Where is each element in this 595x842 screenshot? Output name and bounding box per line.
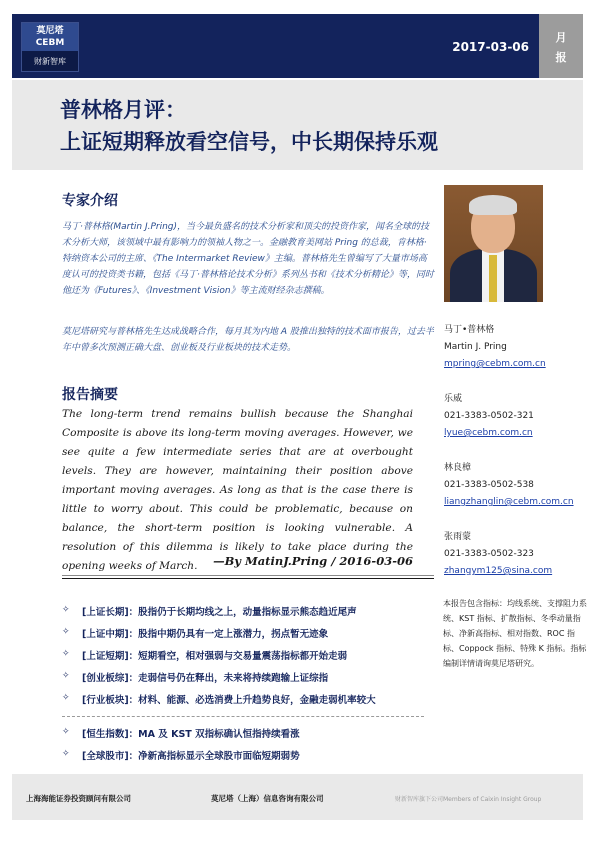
report-header — [12, 14, 583, 78]
contact-phone: 021-3383-0502-538 — [444, 480, 534, 490]
contact-name: 乐威 — [444, 394, 463, 404]
report-title-line-1: 普林格月评： — [60, 98, 186, 122]
footer-company-middle: 莫尼塔（上海）信息咨询有限公司 — [211, 794, 324, 803]
key-point-text: [上证短期]：短期看空，相对强弱与交易量震荡指标都开始走弱 — [82, 651, 348, 662]
key-point-text: [行业板块]：材料、能源、必选消费上升趋势良好，金融走弱机率较大 — [82, 695, 376, 706]
contact-card — [444, 391, 589, 442]
contact-phone: 021-3383-0502-323 — [444, 549, 534, 559]
key-point-text: [恒生指数]：MA 及 KST 双指标确认恒指持续看涨 — [82, 729, 300, 740]
header-band — [12, 14, 539, 78]
summary-heading: 报告摘要 — [62, 387, 118, 403]
logo-wordmark: 莫尼塔 CEBM — [22, 23, 78, 51]
diamond-bullet-icon: ✧ — [62, 649, 70, 659]
key-point-item — [62, 603, 442, 625]
dashed-divider — [62, 716, 424, 717]
contact-card — [444, 460, 589, 511]
key-point-text: [上证长期]：股指仍于长期均线之上，动量指标显示熊态趋近尾声 — [82, 607, 357, 618]
expert-heading: 专家介绍 — [62, 193, 118, 209]
contact-name-en: Martin J. Pring — [444, 342, 507, 352]
contact-name: 张雨蒙 — [444, 532, 472, 542]
expert-intro-paragraph: 马丁·普林格(Martin J.Pring)，当今最负盛名的技术分析家和顶尖的投资作家，闻名全球的技术分析大师，该领域中最有影响力的领袖人物之一。金融教育美网站 Pring 的总裁，肯林格·特纳资本公司的主席、《The Intermarket Review》主编。普林格先生曾编写了大量市场高度认可的投资类书籍，包括《马丁·普林格论技术分析》系列丛书和《技术分析精论》等，同时他还为《Futures》、《Investment Vision》等主流财经杂志撰稿。 — [62, 222, 434, 296]
key-point-item — [62, 625, 442, 647]
summary-byline: —By MatinJ.Pring / 2016-03-06 — [213, 554, 413, 568]
key-point-item — [62, 669, 442, 691]
diamond-bullet-icon: ✧ — [62, 671, 70, 681]
report-type-tab: 月 报 — [539, 14, 583, 78]
key-points-list — [62, 603, 442, 713]
key-point-text: [创业板综]：走弱信号仍在释出，未来将持续跑输上证综指 — [82, 673, 329, 684]
key-point-item — [62, 691, 442, 713]
expert-partnership-paragraph: 莫尼塔研究与普林格先生达成战略合作，每月其为内地 A 股推出独特的技术面市报告，过去半年中曾多次预测正确大盘、创业板及行业板块的技术走势。 — [62, 327, 434, 353]
analyst-portrait — [444, 185, 543, 302]
divider — [62, 575, 434, 576]
contact-email-link[interactable]: zhangym125@sina.com — [444, 566, 553, 576]
contact-email-link[interactable]: lyue@cebm.com.cn — [444, 428, 533, 438]
diamond-bullet-icon: ✧ — [62, 727, 70, 737]
key-point-text: [上证中期]：股指中期仍具有一定上涨潜力，拐点暂无迹象 — [82, 629, 329, 640]
contact-email-link[interactable]: mpring@cebm.com.cn — [444, 359, 546, 369]
company-logo — [21, 22, 79, 72]
key-point-item — [62, 647, 442, 669]
divider — [62, 578, 434, 579]
footer-company-left: 上海海能证券投资顾问有限公司 — [26, 794, 131, 803]
contact-card — [444, 322, 589, 373]
contact-phone: 021-3383-0502-321 — [444, 411, 534, 421]
diamond-bullet-icon: ✧ — [62, 605, 70, 615]
key-point-item — [62, 725, 442, 747]
title-block — [12, 80, 583, 170]
report-date: 2017-03-06 — [452, 40, 529, 54]
indicator-note: 本报告包含指标：均线系统、支撑阻力系统、KST 指标、扩散指标、冬季动量指标、净新高指标、相对指数、ROC 指标、Coppock 指标、特殊 K 指标。指标编制详情请询莫尼塔研究。 — [443, 599, 587, 668]
footer-group-note: 财新智库旗下公司Members of Caixin Insight Group — [395, 796, 542, 803]
contact-card — [444, 529, 589, 580]
diamond-bullet-icon: ✧ — [62, 693, 70, 703]
key-point-text: [全球股市]：净新高指标显示全球股市面临短期弱势 — [82, 751, 300, 762]
global-points-list — [62, 725, 442, 769]
summary-paragraph: The long-term trend remains bullish because the Shanghai Composite is above its long-term moving averages. However, we see quite a few intermediate series that are at overbought levels. They are however, maintaining their position above important moving averages. As long as that is the case there is little to worry about. This could be problematic, because on balance, the short-term position is looking vulnerable. A resolution of this dilemma is likely to take place during the opening weeks of March. — [62, 408, 413, 572]
page-footer — [12, 774, 583, 820]
analyst-contacts — [444, 322, 589, 598]
contact-email-link[interactable]: liangzhanglin@cebm.com.cn — [444, 497, 574, 507]
diamond-bullet-icon: ✧ — [62, 749, 70, 759]
logo-subtitle: 财新智库 — [34, 57, 66, 66]
key-point-item — [62, 747, 442, 769]
report-title-line-2: 上证短期释放看空信号，中长期保持乐观 — [60, 130, 438, 154]
diamond-bullet-icon: ✧ — [62, 627, 70, 637]
contact-name: 林良樟 — [444, 463, 472, 473]
contact-name: 马丁•普林格 — [444, 325, 495, 335]
